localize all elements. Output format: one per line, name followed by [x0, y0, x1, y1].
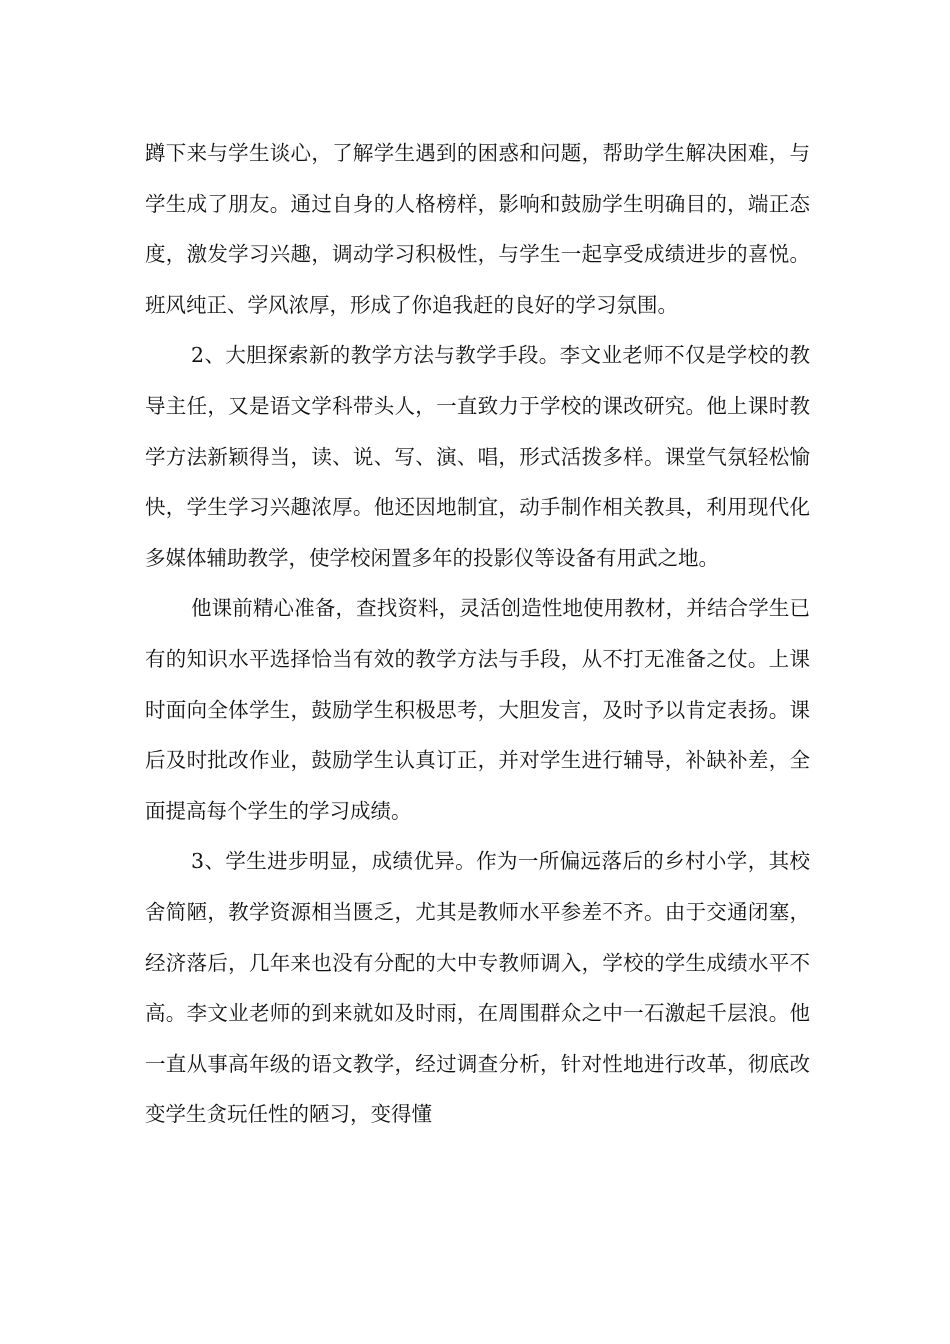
paragraph-2: 2、大胆探索新的教学方法与教学手段。李文业老师不仅是学校的教导主任，又是语文学科带头人，一直致力于学校的课改研究。他上课时教学方法新颖得当，读、说、写、演、唱，形式活拨多样。课堂气氛轻松愉快，学生学习兴趣浓厚。他还因地制宜，动手制作相关教具，利用现代化多媒体辅助教学，使学校闲置多年的投影仪等设备有用武之地。 — [145, 343, 810, 570]
document-body — [145, 128, 810, 1140]
paragraph-4: 3、学生进步明显，成绩优异。作为一所偏远落后的乡村小学，其校舍简陋，教学资源相当匮乏，尤其是教师水平参差不齐。由于交通闭塞，经济落后，几年来也没有分配的大中专教师调入，学校的学生成绩水平不高。李文业老师的到来就如及时雨，在周围群众之中一石激起千层浪。他一直从事高年级的语文教学，经过调查分析，针对性地进行改革，彻底改变学生贪玩任性的陋习，变得懂 — [145, 849, 810, 1127]
paragraph-3: 他课前精心准备，查找资料，灵活创造性地使用教材，并结合学生已有的知识水平选择恰当有效的教学方法与手段，从不打无准备之仗。上课时面向全体学生，鼓励学生积极思考，大胆发言，及时予以肯定表扬。课后及时批改作业，鼓励学生认真订正，并对学生进行辅导，补缺补差，全面提高每个学生的学习成绩。 — [145, 596, 810, 823]
paragraph-1: 蹲下来与学生谈心，了解学生遇到的困惑和问题，帮助学生解决困难，与学生成了朋友。通过自身的人格榜样，影响和鼓励学生明确目的，端正态度，激发学习兴趣，调动学习积极性，与学生一起享受成绩进步的喜悦。班风纯正、学风浓厚，形成了你追我赶的良好的学习氛围。 — [145, 141, 810, 317]
